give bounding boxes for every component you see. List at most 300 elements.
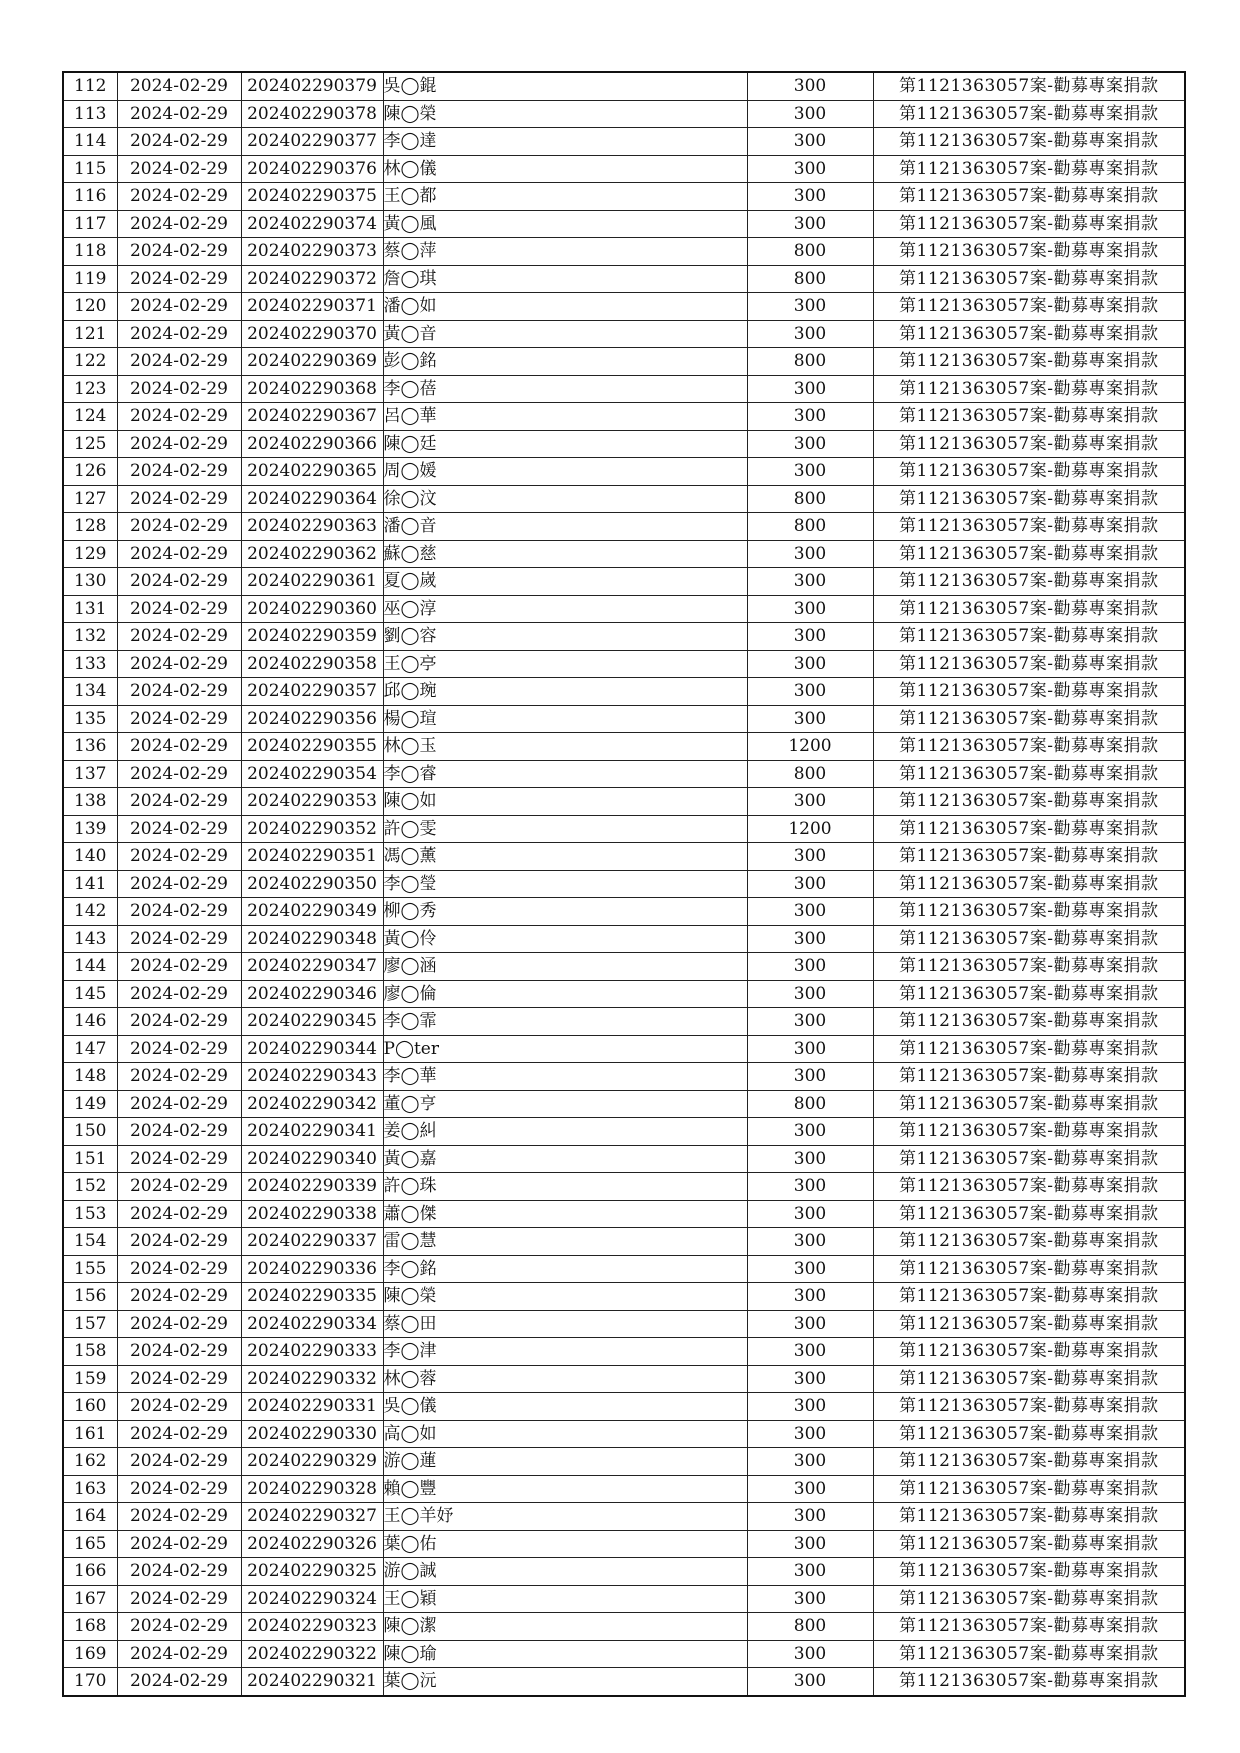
donor-name-cell: 高◯如: [383, 1420, 747, 1448]
purpose-note-cell: 第1121363057案-勸募專案捐款: [873, 72, 1185, 100]
receipt-number-cell: 202402290351: [241, 843, 383, 871]
table-row: [63, 1228, 1185, 1256]
amount-cell: 800: [747, 1613, 873, 1641]
purpose-note-cell: 第1121363057案-勸募專案捐款: [873, 843, 1185, 871]
receipt-number-cell: 202402290324: [241, 1585, 383, 1613]
date-cell: 2024-02-29: [117, 788, 241, 816]
serial-number-cell: 167: [63, 1585, 117, 1613]
donor-name-cell: 吳◯錕: [383, 72, 747, 100]
receipt-number-cell: 202402290376: [241, 155, 383, 183]
amount-cell: 300: [747, 1063, 873, 1091]
table-row: [63, 733, 1185, 761]
amount-cell: 300: [747, 980, 873, 1008]
date-cell: 2024-02-29: [117, 1475, 241, 1503]
date-cell: 2024-02-29: [117, 925, 241, 953]
date-cell: 2024-02-29: [117, 72, 241, 100]
donor-name-cell: 廖◯涵: [383, 953, 747, 981]
table-row: [63, 1310, 1185, 1338]
date-cell: 2024-02-29: [117, 650, 241, 678]
table-row: [63, 1448, 1185, 1476]
amount-cell: 300: [747, 1173, 873, 1201]
amount-cell: 300: [747, 1283, 873, 1311]
date-cell: 2024-02-29: [117, 1393, 241, 1421]
date-cell: 2024-02-29: [117, 1118, 241, 1146]
table-row: [63, 128, 1185, 156]
serial-number-cell: 149: [63, 1090, 117, 1118]
amount-cell: 300: [747, 1530, 873, 1558]
date-cell: 2024-02-29: [117, 1613, 241, 1641]
serial-number-cell: 113: [63, 100, 117, 128]
receipt-number-cell: 202402290336: [241, 1255, 383, 1283]
serial-number-cell: 170: [63, 1668, 117, 1696]
amount-cell: 300: [747, 1200, 873, 1228]
amount-cell: 300: [747, 1393, 873, 1421]
purpose-note-cell: 第1121363057案-勸募專案捐款: [873, 1063, 1185, 1091]
receipt-number-cell: 202402290365: [241, 458, 383, 486]
donor-name-cell: 邱◯琬: [383, 678, 747, 706]
table-row: [63, 403, 1185, 431]
serial-number-cell: 130: [63, 568, 117, 596]
date-cell: 2024-02-29: [117, 1640, 241, 1668]
table-row: [63, 788, 1185, 816]
date-cell: 2024-02-29: [117, 485, 241, 513]
table-row: [63, 1420, 1185, 1448]
table-row: [63, 898, 1185, 926]
serial-number-cell: 166: [63, 1558, 117, 1586]
amount-cell: 800: [747, 348, 873, 376]
receipt-number-cell: 202402290350: [241, 870, 383, 898]
serial-number-cell: 136: [63, 733, 117, 761]
receipt-number-cell: 202402290353: [241, 788, 383, 816]
table-row: [63, 1200, 1185, 1228]
serial-number-cell: 169: [63, 1640, 117, 1668]
amount-cell: 300: [747, 1338, 873, 1366]
receipt-number-cell: 202402290326: [241, 1530, 383, 1558]
serial-number-cell: 163: [63, 1475, 117, 1503]
serial-number-cell: 112: [63, 72, 117, 100]
table-row: [63, 155, 1185, 183]
receipt-number-cell: 202402290374: [241, 210, 383, 238]
table-row: [63, 1503, 1185, 1531]
table-row: [63, 1008, 1185, 1036]
table-row: [63, 1283, 1185, 1311]
donor-name-cell: 王◯亭: [383, 650, 747, 678]
donor-name-cell: 王◯都: [383, 183, 747, 211]
donor-name-cell: 林◯儀: [383, 155, 747, 183]
amount-cell: 800: [747, 485, 873, 513]
date-cell: 2024-02-29: [117, 1035, 241, 1063]
receipt-number-cell: 202402290323: [241, 1613, 383, 1641]
amount-cell: 300: [747, 1558, 873, 1586]
donor-name-cell: 彭◯銘: [383, 348, 747, 376]
amount-cell: 300: [747, 1035, 873, 1063]
table-row: [63, 1393, 1185, 1421]
serial-number-cell: 148: [63, 1063, 117, 1091]
table-row: [63, 210, 1185, 238]
amount-cell: 300: [747, 1365, 873, 1393]
serial-number-cell: 151: [63, 1145, 117, 1173]
purpose-note-cell: 第1121363057案-勸募專案捐款: [873, 458, 1185, 486]
donor-name-cell: 周◯媛: [383, 458, 747, 486]
serial-number-cell: 165: [63, 1530, 117, 1558]
amount-cell: 300: [747, 843, 873, 871]
receipt-number-cell: 202402290337: [241, 1228, 383, 1256]
purpose-note-cell: 第1121363057案-勸募專案捐款: [873, 1668, 1185, 1696]
date-cell: 2024-02-29: [117, 1668, 241, 1696]
purpose-note-cell: 第1121363057案-勸募專案捐款: [873, 513, 1185, 541]
donor-name-cell: 李◯蓓: [383, 375, 747, 403]
serial-number-cell: 114: [63, 128, 117, 156]
purpose-note-cell: 第1121363057案-勸募專案捐款: [873, 650, 1185, 678]
amount-cell: 300: [747, 595, 873, 623]
donor-name-cell: 林◯玉: [383, 733, 747, 761]
table-row: [63, 485, 1185, 513]
purpose-note-cell: 第1121363057案-勸募專案捐款: [873, 485, 1185, 513]
purpose-note-cell: 第1121363057案-勸募專案捐款: [873, 1585, 1185, 1613]
receipt-number-cell: 202402290366: [241, 430, 383, 458]
date-cell: 2024-02-29: [117, 733, 241, 761]
donor-name-cell: 夏◯嵗: [383, 568, 747, 596]
donor-name-cell: 陳◯榮: [383, 1283, 747, 1311]
donor-name-cell: 吳◯儀: [383, 1393, 747, 1421]
amount-cell: 800: [747, 760, 873, 788]
donor-name-cell: 黃◯嘉: [383, 1145, 747, 1173]
donor-name-cell: 黃◯風: [383, 210, 747, 238]
donor-name-cell: 李◯達: [383, 128, 747, 156]
serial-number-cell: 155: [63, 1255, 117, 1283]
table-row: [63, 1145, 1185, 1173]
amount-cell: 300: [747, 320, 873, 348]
purpose-note-cell: 第1121363057案-勸募專案捐款: [873, 1503, 1185, 1531]
table-row: [63, 183, 1185, 211]
table-row: [63, 925, 1185, 953]
donor-name-cell: 游◯誠: [383, 1558, 747, 1586]
purpose-note-cell: 第1121363057案-勸募專案捐款: [873, 788, 1185, 816]
serial-number-cell: 125: [63, 430, 117, 458]
donor-name-cell: 蘇◯慈: [383, 540, 747, 568]
amount-cell: 300: [747, 568, 873, 596]
date-cell: 2024-02-29: [117, 1448, 241, 1476]
date-cell: 2024-02-29: [117, 1530, 241, 1558]
amount-cell: 300: [747, 540, 873, 568]
receipt-number-cell: 202402290375: [241, 183, 383, 211]
receipt-number-cell: 202402290334: [241, 1310, 383, 1338]
purpose-note-cell: 第1121363057案-勸募專案捐款: [873, 1448, 1185, 1476]
donor-name-cell: 黃◯伶: [383, 925, 747, 953]
receipt-number-cell: 202402290356: [241, 705, 383, 733]
purpose-note-cell: 第1121363057案-勸募專案捐款: [873, 953, 1185, 981]
amount-cell: 300: [747, 953, 873, 981]
purpose-note-cell: 第1121363057案-勸募專案捐款: [873, 1255, 1185, 1283]
table-row: [63, 430, 1185, 458]
receipt-number-cell: 202402290360: [241, 595, 383, 623]
table-row: [63, 1035, 1185, 1063]
table-row: [63, 72, 1185, 100]
purpose-note-cell: 第1121363057案-勸募專案捐款: [873, 403, 1185, 431]
purpose-note-cell: 第1121363057案-勸募專案捐款: [873, 155, 1185, 183]
table-row: [63, 1063, 1185, 1091]
donor-name-cell: 蔡◯田: [383, 1310, 747, 1338]
date-cell: 2024-02-29: [117, 430, 241, 458]
purpose-note-cell: 第1121363057案-勸募專案捐款: [873, 100, 1185, 128]
donor-name-cell: 王◯穎: [383, 1585, 747, 1613]
serial-number-cell: 141: [63, 870, 117, 898]
table-row: [63, 650, 1185, 678]
donor-name-cell: 葉◯佑: [383, 1530, 747, 1558]
serial-number-cell: 123: [63, 375, 117, 403]
amount-cell: 300: [747, 375, 873, 403]
donor-name-cell: 蕭◯傑: [383, 1200, 747, 1228]
donor-name-cell: 陳◯如: [383, 788, 747, 816]
table-row: [63, 1255, 1185, 1283]
amount-cell: 300: [747, 870, 873, 898]
receipt-number-cell: 202402290332: [241, 1365, 383, 1393]
receipt-number-cell: 202402290379: [241, 72, 383, 100]
receipt-number-cell: 202402290344: [241, 1035, 383, 1063]
receipt-number-cell: 202402290328: [241, 1475, 383, 1503]
donor-name-cell: P◯ter: [383, 1035, 747, 1063]
purpose-note-cell: 第1121363057案-勸募專案捐款: [873, 210, 1185, 238]
amount-cell: 300: [747, 293, 873, 321]
serial-number-cell: 164: [63, 1503, 117, 1531]
table-row: [63, 843, 1185, 871]
purpose-note-cell: 第1121363057案-勸募專案捐款: [873, 733, 1185, 761]
purpose-note-cell: 第1121363057案-勸募專案捐款: [873, 1365, 1185, 1393]
date-cell: 2024-02-29: [117, 375, 241, 403]
serial-number-cell: 168: [63, 1613, 117, 1641]
donor-name-cell: 劉◯容: [383, 623, 747, 651]
table-row: [63, 1173, 1185, 1201]
table-row: [63, 815, 1185, 843]
amount-cell: 300: [747, 1145, 873, 1173]
serial-number-cell: 159: [63, 1365, 117, 1393]
date-cell: 2024-02-29: [117, 1200, 241, 1228]
purpose-note-cell: 第1121363057案-勸募專案捐款: [873, 265, 1185, 293]
receipt-number-cell: 202402290335: [241, 1283, 383, 1311]
receipt-number-cell: 202402290372: [241, 265, 383, 293]
date-cell: 2024-02-29: [117, 348, 241, 376]
purpose-note-cell: 第1121363057案-勸募專案捐款: [873, 1338, 1185, 1366]
date-cell: 2024-02-29: [117, 155, 241, 183]
receipt-number-cell: 202402290325: [241, 1558, 383, 1586]
amount-cell: 300: [747, 678, 873, 706]
date-cell: 2024-02-29: [117, 595, 241, 623]
donor-name-cell: 黃◯音: [383, 320, 747, 348]
serial-number-cell: 138: [63, 788, 117, 816]
amount-cell: 300: [747, 72, 873, 100]
purpose-note-cell: 第1121363057案-勸募專案捐款: [873, 1420, 1185, 1448]
date-cell: 2024-02-29: [117, 1283, 241, 1311]
date-cell: 2024-02-29: [117, 183, 241, 211]
table-row: [63, 1475, 1185, 1503]
donor-name-cell: 巫◯淳: [383, 595, 747, 623]
date-cell: 2024-02-29: [117, 513, 241, 541]
serial-number-cell: 121: [63, 320, 117, 348]
table-row: [63, 568, 1185, 596]
donor-name-cell: 呂◯華: [383, 403, 747, 431]
donor-name-cell: 馮◯薰: [383, 843, 747, 871]
donor-name-cell: 游◯蓮: [383, 1448, 747, 1476]
donor-name-cell: 林◯蓉: [383, 1365, 747, 1393]
date-cell: 2024-02-29: [117, 1365, 241, 1393]
date-cell: 2024-02-29: [117, 1503, 241, 1531]
receipt-number-cell: 202402290347: [241, 953, 383, 981]
amount-cell: 800: [747, 265, 873, 293]
receipt-number-cell: 202402290331: [241, 1393, 383, 1421]
serial-number-cell: 139: [63, 815, 117, 843]
date-cell: 2024-02-29: [117, 815, 241, 843]
serial-number-cell: 134: [63, 678, 117, 706]
donor-name-cell: 雷◯慧: [383, 1228, 747, 1256]
date-cell: 2024-02-29: [117, 238, 241, 266]
serial-number-cell: 124: [63, 403, 117, 431]
serial-number-cell: 118: [63, 238, 117, 266]
purpose-note-cell: 第1121363057案-勸募專案捐款: [873, 568, 1185, 596]
receipt-number-cell: 202402290358: [241, 650, 383, 678]
donor-name-cell: 許◯雯: [383, 815, 747, 843]
receipt-number-cell: 202402290349: [241, 898, 383, 926]
date-cell: 2024-02-29: [117, 1228, 241, 1256]
purpose-note-cell: 第1121363057案-勸募專案捐款: [873, 705, 1185, 733]
serial-number-cell: 162: [63, 1448, 117, 1476]
receipt-number-cell: 202402290341: [241, 1118, 383, 1146]
purpose-note-cell: 第1121363057案-勸募專案捐款: [873, 870, 1185, 898]
purpose-note-cell: 第1121363057案-勸募專案捐款: [873, 898, 1185, 926]
serial-number-cell: 147: [63, 1035, 117, 1063]
table-row: [63, 265, 1185, 293]
donor-name-cell: 陳◯瑜: [383, 1640, 747, 1668]
receipt-number-cell: 202402290363: [241, 513, 383, 541]
amount-cell: 300: [747, 1475, 873, 1503]
receipt-number-cell: 202402290361: [241, 568, 383, 596]
table-row: [63, 513, 1185, 541]
donor-name-cell: 詹◯琪: [383, 265, 747, 293]
purpose-note-cell: 第1121363057案-勸募專案捐款: [873, 595, 1185, 623]
amount-cell: 300: [747, 623, 873, 651]
purpose-note-cell: 第1121363057案-勸募專案捐款: [873, 293, 1185, 321]
amount-cell: 300: [747, 925, 873, 953]
table-row: [63, 238, 1185, 266]
purpose-note-cell: 第1121363057案-勸募專案捐款: [873, 1173, 1185, 1201]
serial-number-cell: 133: [63, 650, 117, 678]
donor-name-cell: 賴◯豐: [383, 1475, 747, 1503]
receipt-number-cell: 202402290362: [241, 540, 383, 568]
amount-cell: 300: [747, 1448, 873, 1476]
date-cell: 2024-02-29: [117, 320, 241, 348]
purpose-note-cell: 第1121363057案-勸募專案捐款: [873, 1530, 1185, 1558]
purpose-note-cell: 第1121363057案-勸募專案捐款: [873, 760, 1185, 788]
date-cell: 2024-02-29: [117, 1145, 241, 1173]
date-cell: 2024-02-29: [117, 1420, 241, 1448]
date-cell: 2024-02-29: [117, 980, 241, 1008]
donor-name-cell: 陳◯潔: [383, 1613, 747, 1641]
serial-number-cell: 115: [63, 155, 117, 183]
date-cell: 2024-02-29: [117, 953, 241, 981]
purpose-note-cell: 第1121363057案-勸募專案捐款: [873, 1393, 1185, 1421]
date-cell: 2024-02-29: [117, 843, 241, 871]
receipt-number-cell: 202402290338: [241, 1200, 383, 1228]
receipt-number-cell: 202402290355: [241, 733, 383, 761]
receipt-number-cell: 202402290346: [241, 980, 383, 1008]
serial-number-cell: 146: [63, 1008, 117, 1036]
date-cell: 2024-02-29: [117, 403, 241, 431]
serial-number-cell: 145: [63, 980, 117, 1008]
donor-name-cell: 潘◯音: [383, 513, 747, 541]
receipt-number-cell: 202402290343: [241, 1063, 383, 1091]
purpose-note-cell: 第1121363057案-勸募專案捐款: [873, 1035, 1185, 1063]
purpose-note-cell: 第1121363057案-勸募專案捐款: [873, 1475, 1185, 1503]
purpose-note-cell: 第1121363057案-勸募專案捐款: [873, 1558, 1185, 1586]
purpose-note-cell: 第1121363057案-勸募專案捐款: [873, 1200, 1185, 1228]
donor-name-cell: 許◯珠: [383, 1173, 747, 1201]
serial-number-cell: 143: [63, 925, 117, 953]
amount-cell: 300: [747, 155, 873, 183]
donor-name-cell: 楊◯瑄: [383, 705, 747, 733]
receipt-number-cell: 202402290378: [241, 100, 383, 128]
amount-cell: 300: [747, 1310, 873, 1338]
purpose-note-cell: 第1121363057案-勸募專案捐款: [873, 1118, 1185, 1146]
serial-number-cell: 117: [63, 210, 117, 238]
serial-number-cell: 119: [63, 265, 117, 293]
amount-cell: 300: [747, 1118, 873, 1146]
amount-cell: 800: [747, 238, 873, 266]
amount-cell: 300: [747, 1640, 873, 1668]
amount-cell: 300: [747, 1420, 873, 1448]
table-row: [63, 870, 1185, 898]
amount-cell: 300: [747, 210, 873, 238]
receipt-number-cell: 202402290373: [241, 238, 383, 266]
serial-number-cell: 160: [63, 1393, 117, 1421]
donation-ledger-page: [62, 71, 1184, 1697]
receipt-number-cell: 202402290364: [241, 485, 383, 513]
table-row: [63, 1585, 1185, 1613]
donor-name-cell: 陳◯廷: [383, 430, 747, 458]
table-row: [63, 1640, 1185, 1668]
amount-cell: 300: [747, 1503, 873, 1531]
date-cell: 2024-02-29: [117, 1338, 241, 1366]
amount-cell: 300: [747, 183, 873, 211]
date-cell: 2024-02-29: [117, 210, 241, 238]
amount-cell: 300: [747, 650, 873, 678]
donor-name-cell: 王◯羊妤: [383, 1503, 747, 1531]
purpose-note-cell: 第1121363057案-勸募專案捐款: [873, 1090, 1185, 1118]
serial-number-cell: 127: [63, 485, 117, 513]
donor-name-cell: 徐◯汶: [383, 485, 747, 513]
table-row: [63, 760, 1185, 788]
table-row: [63, 293, 1185, 321]
purpose-note-cell: 第1121363057案-勸募專案捐款: [873, 430, 1185, 458]
receipt-number-cell: 202402290359: [241, 623, 383, 651]
serial-number-cell: 152: [63, 1173, 117, 1201]
serial-number-cell: 126: [63, 458, 117, 486]
purpose-note-cell: 第1121363057案-勸募專案捐款: [873, 1228, 1185, 1256]
donor-name-cell: 葉◯沅: [383, 1668, 747, 1696]
date-cell: 2024-02-29: [117, 1310, 241, 1338]
table-row: [63, 1365, 1185, 1393]
table-row: [63, 458, 1185, 486]
date-cell: 2024-02-29: [117, 1255, 241, 1283]
purpose-note-cell: 第1121363057案-勸募專案捐款: [873, 1310, 1185, 1338]
purpose-note-cell: 第1121363057案-勸募專案捐款: [873, 1283, 1185, 1311]
receipt-number-cell: 202402290322: [241, 1640, 383, 1668]
table-row: [63, 623, 1185, 651]
table-row: [63, 705, 1185, 733]
receipt-number-cell: 202402290339: [241, 1173, 383, 1201]
receipt-number-cell: 202402290345: [241, 1008, 383, 1036]
amount-cell: 1200: [747, 815, 873, 843]
receipt-number-cell: 202402290367: [241, 403, 383, 431]
donor-name-cell: 李◯銘: [383, 1255, 747, 1283]
